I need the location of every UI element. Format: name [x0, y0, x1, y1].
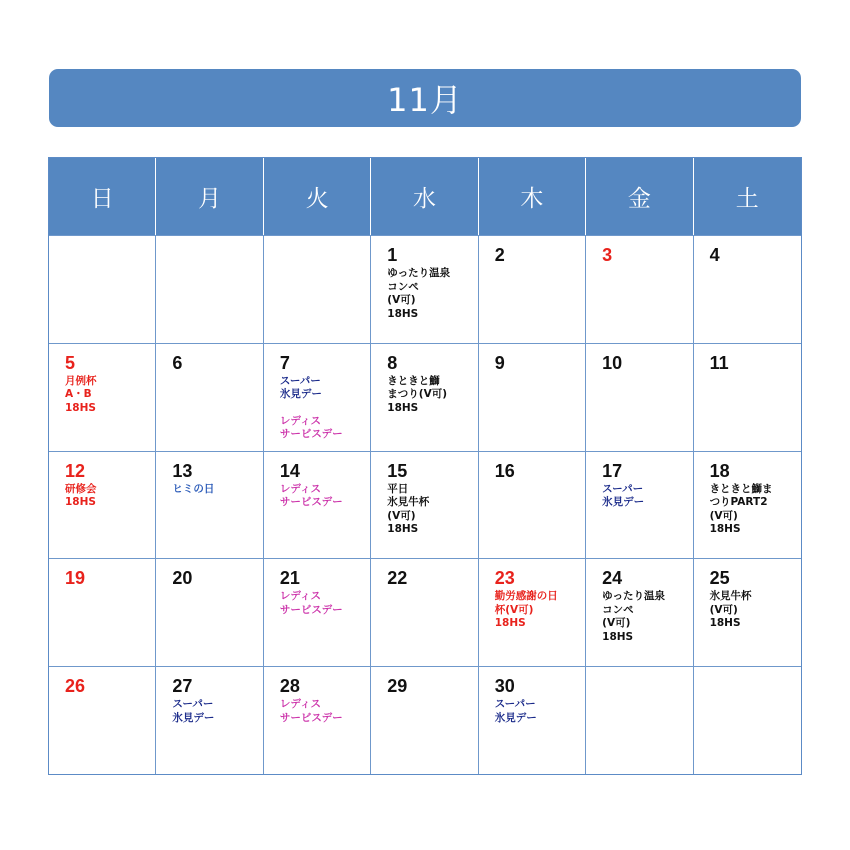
weekday-header-sat: 土 — [694, 158, 801, 235]
day-number: 27 — [172, 676, 193, 697]
event-label: レディス サービスデー — [279, 482, 343, 509]
event-label: スーパー 氷見デー — [279, 374, 322, 401]
day-cell-25 — [694, 558, 801, 666]
day-number: 26 — [65, 676, 86, 697]
event-label: 氷見牛杯 (V可) 18HS — [709, 590, 752, 630]
day-cell-30 — [479, 666, 586, 774]
day-number: 3 — [602, 245, 613, 265]
day-number: 24 — [602, 568, 623, 589]
event-label: スーパー 氷見デー — [494, 698, 537, 724]
day-number: 17 — [602, 460, 623, 481]
day-cell-6 — [156, 343, 263, 451]
day-number: 18 — [709, 460, 730, 481]
weekday-header-thu: 木 — [479, 158, 586, 235]
day-cell-29 — [371, 666, 478, 774]
day-cell-empty — [264, 235, 371, 343]
day-number: 29 — [387, 676, 408, 697]
event-label: 平日 氷見牛杯 (V可) 18HS — [387, 482, 430, 536]
day-number: 4 — [709, 245, 720, 265]
day-cell-2 — [479, 235, 586, 343]
day-cell-empty — [586, 666, 693, 774]
day-number: 7 — [279, 352, 290, 373]
day-cell-empty — [49, 235, 156, 343]
day-cell-14 — [264, 451, 371, 559]
event-label: きときと鰤ま つりPART2 (V可) 18HS — [709, 482, 773, 536]
day-cell-13 — [156, 451, 263, 559]
day-cell-15 — [371, 451, 478, 559]
day-number: 1 — [387, 245, 398, 265]
event-label: レディス サービスデー — [279, 590, 343, 616]
weekday-header-wed: 水 — [371, 158, 478, 235]
day-number: 15 — [387, 460, 408, 481]
month-banner — [49, 69, 801, 127]
day-number: 20 — [172, 568, 193, 589]
event-label: スーパー 氷見デー — [602, 482, 645, 509]
day-cell-22 — [371, 558, 478, 666]
day-cell-3 — [586, 235, 693, 343]
event-label: スーパー 氷見デー — [172, 698, 215, 724]
day-cell-23 — [479, 558, 586, 666]
day-number: 11 — [709, 352, 729, 373]
day-number: 22 — [387, 568, 408, 589]
day-cell-27 — [156, 666, 263, 774]
event-label: 月例杯 A・B 18HS — [65, 374, 97, 414]
day-cell-empty — [156, 235, 263, 343]
event-label: 勤労感謝の日 杯(V可) 18HS — [494, 590, 558, 630]
event-label: レディス サービスデー — [279, 698, 343, 724]
day-cell-7 — [264, 343, 371, 451]
weekday-header-mon: 月 — [156, 158, 263, 235]
day-cell-17 — [586, 451, 693, 559]
day-cell-9 — [479, 343, 586, 451]
month-title: 11月 — [387, 81, 463, 119]
day-number: 30 — [494, 676, 515, 697]
day-number: 16 — [494, 460, 515, 481]
day-cell-12 — [49, 451, 156, 559]
day-cell-24 — [586, 558, 693, 666]
day-cell-8 — [371, 343, 478, 451]
day-cell-19 — [49, 558, 156, 666]
day-cell-11 — [694, 343, 801, 451]
day-number: 13 — [172, 460, 193, 481]
event-label: きときと鰤 まつり(V可) 18HS — [387, 374, 448, 414]
event-label: ゆったり温泉 コンペ (V可) 18HS — [387, 267, 451, 320]
day-cell-18 — [694, 451, 801, 559]
day-number: 21 — [279, 568, 300, 589]
day-number: 8 — [387, 352, 398, 373]
day-number: 9 — [494, 352, 505, 373]
day-cell-20 — [156, 558, 263, 666]
day-number: 5 — [65, 352, 76, 373]
event-label: 研修会 18HS — [65, 482, 97, 509]
day-number: 23 — [494, 568, 515, 589]
event-label: ゆったり温泉 コンペ (V可) 18HS — [602, 590, 666, 643]
day-number: 28 — [279, 676, 300, 697]
event-label: ヒミの日 — [172, 482, 215, 495]
day-number: 12 — [65, 460, 86, 481]
day-number: 19 — [65, 568, 86, 589]
day-cell-empty — [694, 666, 801, 774]
day-cell-1 — [371, 235, 478, 343]
event-label: レディス サービスデー — [279, 414, 343, 441]
day-cell-10 — [586, 343, 693, 451]
day-cell-5 — [49, 343, 156, 451]
day-cell-4 — [694, 235, 801, 343]
calendar-grid — [48, 157, 802, 775]
day-number: 10 — [602, 352, 623, 373]
weekday-header-tue: 火 — [264, 158, 371, 235]
day-number: 14 — [279, 460, 300, 481]
weekday-header-sun: 日 — [49, 158, 156, 235]
day-number: 6 — [172, 352, 183, 373]
day-cell-28 — [264, 666, 371, 774]
day-cell-21 — [264, 558, 371, 666]
weekday-header-fri: 金 — [586, 158, 693, 235]
day-number: 25 — [709, 568, 730, 589]
day-cell-16 — [479, 451, 586, 559]
day-cell-26 — [49, 666, 156, 774]
day-number: 2 — [494, 245, 505, 265]
